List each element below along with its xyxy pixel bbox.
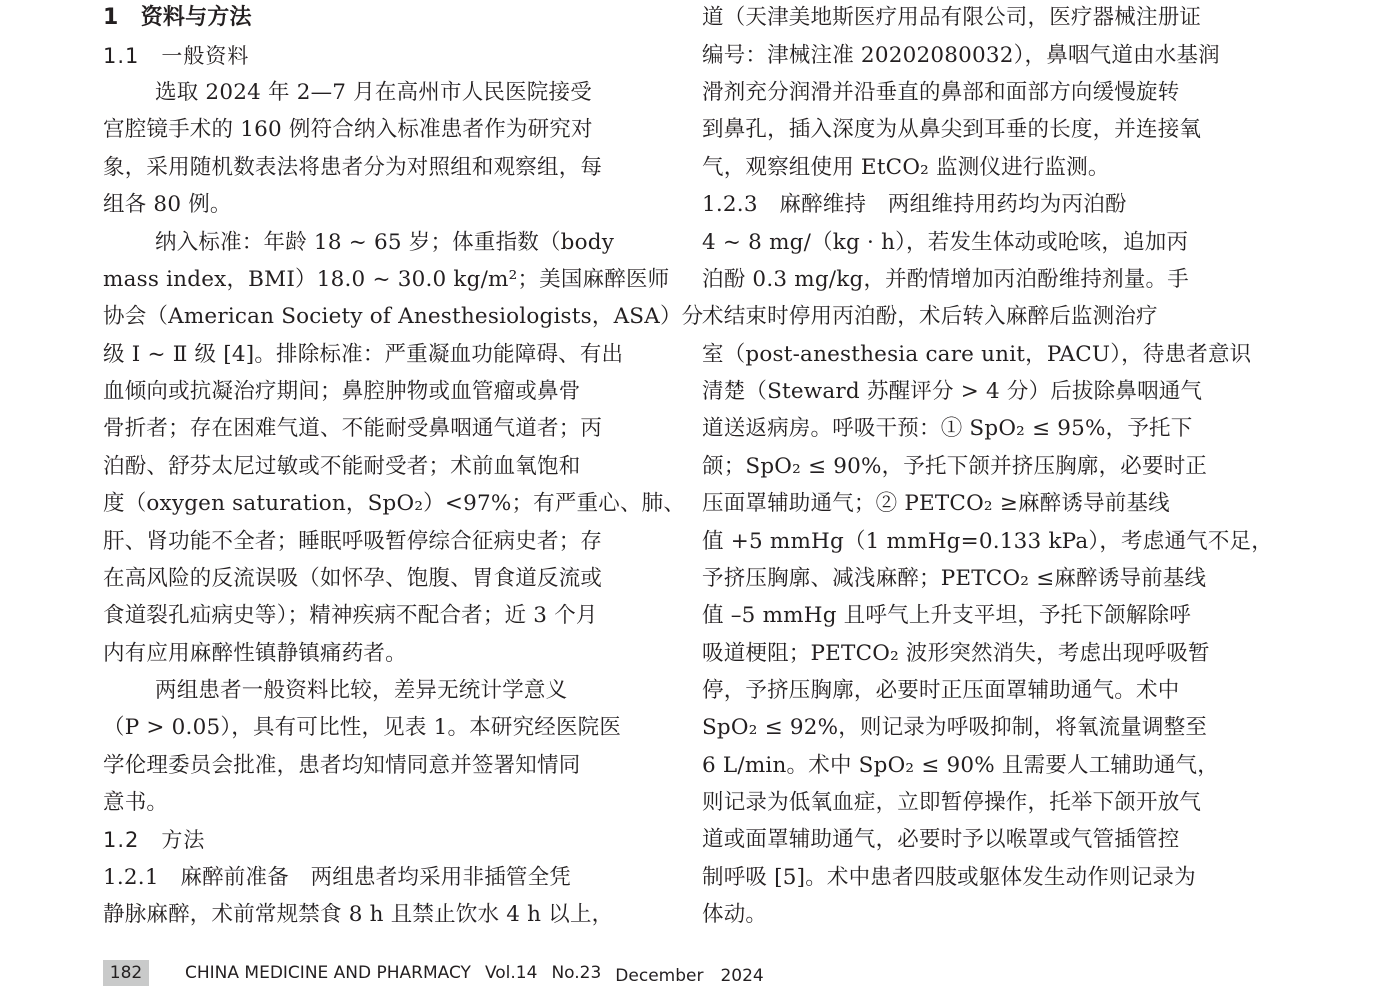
paragraph-line: 压面罩辅助通气；② PETCO₂ ≥麻醉诱导前基线: [702, 491, 1170, 516]
paragraph-line: 道送返病房。呼吸干预：① SpO₂ ≤ 95%，予托下: [702, 416, 1193, 441]
paragraph-line: SpO₂ ≤ 92%，则记录为呼吸抑制，将氧流量调整至: [702, 715, 1208, 740]
paragraph-line: 肝、肾功能不全者；睡眠呼吸暂停综合征病史者；存: [103, 529, 603, 554]
paragraph-line: 值 –5 mmHg 且呼气上升支平坦，予托下颌解除呼: [702, 603, 1191, 628]
paragraph-line: 1.2.3 麻醉维持 两组维持用药均为丙泊酚: [702, 192, 1127, 217]
page-footer: [103, 960, 764, 986]
paragraph-line: 则记录为低氧血症，立即暂停操作，托举下颌开放气: [702, 790, 1202, 815]
paragraph-line: 气，观察组使用 EtCO₂ 监测仪进行监测。: [702, 155, 1110, 180]
journal-name: CHINA MEDICINE AND PHARMACY: [185, 963, 471, 983]
paragraph-line: 内有应用麻醉性镇静镇痛药者。: [103, 641, 407, 666]
paragraph-line: 停，予挤压胸廓，必要时正压面罩辅助通气。术中: [702, 678, 1180, 703]
paragraph-line: 到鼻孔，插入深度为从鼻尖到耳垂的长度，并连接氧: [702, 117, 1202, 142]
paragraph-line: 骨折者；存在困难气道、不能耐受鼻咽通气道者；丙: [103, 416, 603, 441]
paragraph-line: 道（天津美地斯医疗用品有限公司，医疗器械注册证: [702, 5, 1202, 30]
paragraph-line: 1.2.1 麻醉前准备 两组患者均采用非插管全凭: [103, 865, 572, 890]
journal-date: December 2024: [615, 965, 764, 986]
journal-volume: Vol.14: [484, 963, 538, 983]
paragraph-line: 学伦理委员会批准，患者均知情同意并签署知情同: [103, 753, 581, 778]
paragraph-line: 食道裂孔疝病史等）；精神疾病不配合者；近 3 个月: [103, 603, 598, 628]
paragraph-line: 道或面罩辅助通气，必要时予以喉罩或气管插管控: [702, 827, 1180, 852]
paragraph-line: 吸道梗阻；PETCO₂ 波形突然消失，考虑出现呼吸暂: [702, 641, 1210, 666]
paragraph-line: 滑剂充分润滑并沿垂直的鼻部和面部方向缓慢旋转: [702, 80, 1180, 105]
paragraph-line: 编号：津械注准 20202080032），鼻咽气道由水基润: [702, 43, 1220, 68]
paragraph-line: 级 Ⅰ ~ Ⅱ 级 [4]。排除标准：严重凝血功能障碍、有出: [103, 342, 624, 367]
paragraph-line: 泊酚、舒芬太尼过敏或不能耐受者；术前血氧饱和: [103, 454, 581, 479]
paragraph-line: 体动。: [702, 902, 768, 927]
paragraph-line: 度（oxygen saturation，SpO₂）<97%；有严重心、肺、: [103, 491, 686, 516]
paragraph-line: 值 +5 mmHg（1 mmHg=0.133 kPa），考虑通气不足，: [702, 529, 1273, 554]
subsection-heading: 1.1 一般资料: [103, 44, 250, 68]
paragraph-line: 术结束时停用丙泊酚，术后转入麻醉后监测治疗: [702, 304, 1158, 329]
paragraph-line: 6 L/min。术中 SpO₂ ≤ 90% 且需要人工辅助通气，: [702, 753, 1219, 778]
paragraph-line: 选取 2024 年 2—7 月在高州市人民医院接受: [155, 80, 592, 105]
paragraph-line: 在高风险的反流误吸（如怀孕、饱腹、胃食道反流或: [103, 566, 603, 591]
paragraph-line: mass index，BMI）18.0 ~ 30.0 kg/m²；美国麻醉医师: [103, 267, 670, 292]
paragraph-line: 颌；SpO₂ ≤ 90%，予托下颌并挤压胸廓，必要时正: [702, 454, 1208, 479]
subsection-heading: 1.2 方法: [103, 828, 206, 852]
paragraph-line: （P > 0.05），具有可比性，见表 1。本研究经医院医: [103, 715, 622, 740]
journal-number: No.23: [551, 963, 602, 983]
page-number: 182: [103, 960, 149, 986]
section-heading: 1 资料与方法: [103, 5, 252, 30]
paragraph-line: 血倾向或抗凝治疗期间；鼻腔肿物或血管瘤或鼻骨: [103, 379, 581, 404]
paragraph-line: 静脉麻醉，术前常规禁食 8 h 且禁止饮水 4 h 以上，: [103, 902, 614, 927]
paragraph-line: 予挤压胸廓、减浅麻醉；PETCO₂ ≤麻醉诱导前基线: [702, 566, 1207, 591]
paragraph-line: 室（post-anesthesia care unit，PACU），待患者意识: [702, 342, 1252, 367]
paragraph-line: 清楚（Steward 苏醒评分 > 4 分）后拔除鼻咽通气: [702, 379, 1203, 404]
paragraph-line: 4 ~ 8 mg/（kg · h），若发生体动或呛咳，追加丙: [702, 230, 1189, 255]
paragraph-line: 两组患者一般资料比较，差异无统计学意义: [155, 678, 568, 703]
paragraph-line: 意书。: [103, 790, 169, 815]
paragraph-line: 组各 80 例。: [103, 192, 232, 217]
paragraph-line: 协会（American Society of Anesthesiologists，ASA）分: [103, 304, 704, 329]
paragraph-line: 制呼吸 [5]。术中患者四肢或躯体发生动作则记录为: [702, 865, 1196, 890]
paragraph-line: 泊酚 0.3 mg/kg，并酌情增加丙泊酚维持剂量。手: [702, 267, 1189, 292]
paragraph-line: 宫腔镜手术的 160 例符合纳入标准患者作为研究对: [103, 117, 593, 142]
paragraph-line: 象，采用随机数表法将患者分为对照组和观察组，每: [103, 155, 603, 180]
paragraph-line: 纳入标准：年龄 18 ~ 65 岁；体重指数（body: [155, 230, 615, 255]
